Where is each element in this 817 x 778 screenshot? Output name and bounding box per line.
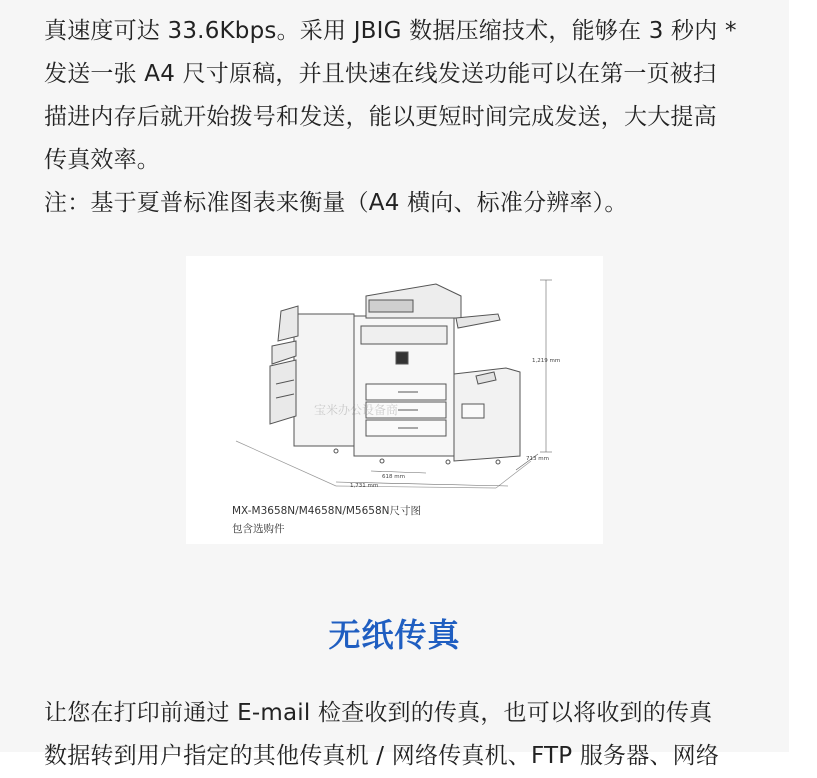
depth-dimension-label: 713 mm (526, 456, 549, 462)
footnote-line: 注：基于夏普标准图表来衡量（A4 横向、标准分辨率）。 (44, 190, 628, 216)
paragraph-line: 传真效率。 (44, 147, 160, 173)
figure-caption-model: MX-M3658N/M4658N/M5658N尺寸图 (232, 505, 421, 517)
paperless-fax-paragraph (44, 692, 764, 778)
figure-caption-note: 包含选购件 (232, 523, 285, 535)
paragraph-line: 数据转到用户指定的其他传真机 / 网络传真机、FTP 服务器、网络 (44, 743, 720, 769)
total-width-dimension-label: 1,731 mm (350, 483, 379, 489)
inner-width-dimension-label: 618 mm (382, 474, 405, 480)
section-title: 无纸传真 (328, 616, 461, 654)
paragraph-line: 描进内存后就开始拨号和发送，能以更短时间完成发送，大大提高 (44, 104, 717, 130)
paragraph-line: 让您在打印前通过 E-mail 检查收到的传真，也可以将收到的传真 (44, 700, 713, 726)
printer-line-drawing (186, 256, 603, 544)
printer-dimension-figure (186, 256, 603, 544)
height-dimension-label: 1,219 mm (532, 358, 561, 364)
watermark-text: 宝米办公设备商 (314, 403, 399, 417)
paragraph-line: 真速度可达 33.6Kbps。采用 JBIG 数据压缩技术，能够在 3 秒内 * (44, 18, 737, 44)
fax-speed-paragraph (44, 10, 764, 225)
paragraph-line: 发送一张 A4 尺寸原稿，并且快速在线发送功能可以在第一页被扫 (44, 61, 717, 87)
